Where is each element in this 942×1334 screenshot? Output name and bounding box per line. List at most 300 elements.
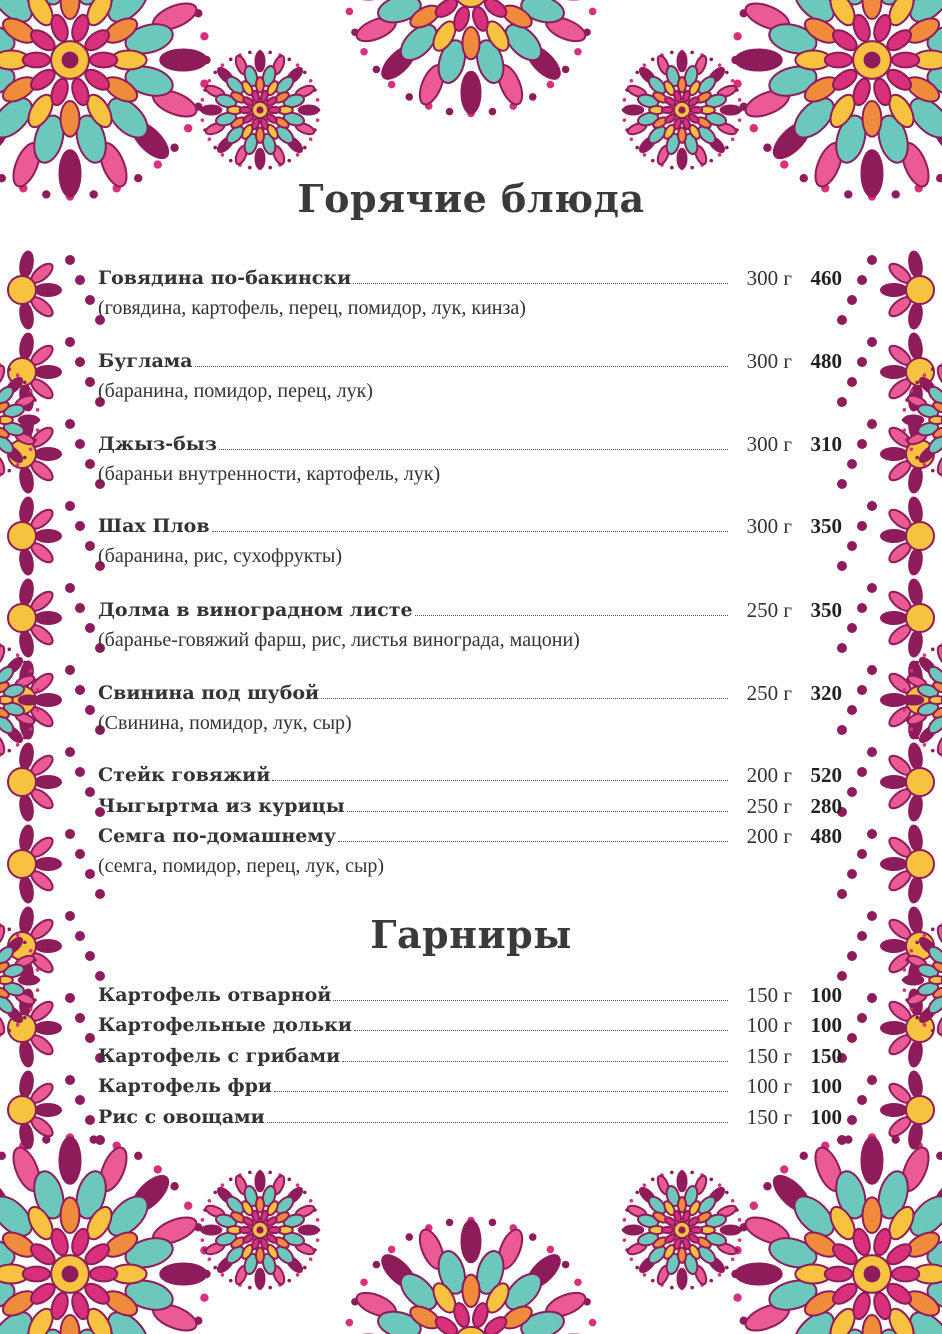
ornament-dot — [800, 1152, 808, 1160]
ornament-dot — [725, 146, 729, 150]
ornament-dot — [85, 787, 95, 797]
ornament-petal — [256, 52, 265, 72]
ornament-petal — [721, 1226, 741, 1235]
ornament-dot — [690, 166, 694, 170]
ornament-dot — [923, 463, 927, 467]
ornament-dot — [36, 968, 40, 972]
ornament-dot — [718, 1273, 722, 1277]
ornament-petal — [881, 448, 907, 460]
dish-weight: 300 г — [746, 514, 792, 538]
ornament-dot — [738, 1218, 742, 1222]
ornament-dot — [923, 653, 927, 657]
side-paisley-motif — [837, 579, 934, 658]
menu-item — [98, 677, 842, 705]
ornament-dot — [405, 1233, 413, 1241]
dish-price: 100 — [810, 983, 842, 1007]
dish-name: Говядина по-бакински — [98, 267, 352, 289]
ornament-petal — [256, 1248, 264, 1263]
ornament-dot — [7, 469, 11, 473]
ornament-dot — [303, 1266, 307, 1270]
ornament-dot — [630, 1199, 634, 1203]
ornament-petal — [881, 612, 907, 624]
dish-name: Рис с овощами — [98, 1106, 265, 1128]
ornament-dot — [29, 447, 33, 451]
ornament-dot — [95, 1135, 105, 1145]
ornament-petal — [935, 644, 942, 666]
ornament-petal — [269, 107, 281, 113]
leader-dots — [195, 365, 728, 367]
mandala-rosette — [0, 640, 40, 761]
leader-dots — [353, 282, 728, 284]
ornament-dot — [837, 643, 847, 653]
ornament-dot — [229, 159, 233, 163]
ornament-dot — [229, 58, 233, 62]
ornament-dot — [923, 1023, 927, 1027]
side-paisley-motif — [837, 825, 934, 904]
leader-dots — [212, 530, 728, 532]
ornament-dot — [731, 137, 735, 141]
ornament-dot — [867, 255, 877, 265]
ornament-dot — [923, 373, 927, 377]
menu-item — [98, 790, 842, 818]
ornament-dot — [867, 747, 877, 757]
ornament-petal — [863, 101, 882, 137]
ornament-dot — [316, 1238, 320, 1242]
ornament-petal — [90, 53, 117, 68]
ornament-dot — [725, 1191, 729, 1195]
ornament-dot — [23, 661, 27, 665]
ornament-dot — [750, 1202, 758, 1210]
ornament-petal — [462, 72, 481, 114]
ornament-dot — [651, 1279, 655, 1283]
ornament-dot — [201, 98, 205, 102]
ornament-petal — [892, 1267, 919, 1282]
ornament-dot — [589, 8, 597, 16]
ornament-petal — [0, 696, 13, 704]
side-dishes-title: Гарниры — [370, 912, 572, 957]
ornament-dot — [738, 1238, 742, 1242]
ornament-dot — [85, 1033, 95, 1043]
ornament-dot — [309, 137, 313, 141]
dish-weight: 250 г — [746, 598, 792, 622]
leader-dots — [347, 810, 728, 812]
ornament-dot — [847, 1115, 857, 1125]
ornament-dot — [7, 1029, 11, 1033]
ornament-dot — [731, 1199, 735, 1203]
ornament-dot — [200, 1294, 208, 1302]
ornament-petal — [35, 776, 61, 788]
ornament-dot — [837, 479, 847, 489]
ornament-dot — [23, 1016, 27, 1020]
ornament-petal — [624, 106, 644, 115]
ornament-dot — [867, 993, 877, 1003]
ornament-dot — [373, 1261, 381, 1269]
ornament-dot — [373, 66, 381, 74]
ornament-dot — [7, 368, 11, 372]
side-paisley-motif — [837, 251, 934, 330]
ornament-petal — [881, 776, 907, 788]
ornament-dot — [36, 708, 40, 712]
ornament-dot — [635, 71, 639, 75]
ornament-dot — [670, 1171, 674, 1175]
ornament-dot — [780, 1165, 788, 1173]
ornament-dot — [65, 419, 75, 429]
ornament-dot — [651, 159, 655, 163]
mandala-rosette — [0, 0, 211, 201]
ornament-petal — [299, 106, 319, 115]
ornament-dot — [903, 708, 907, 712]
dish-name: Семга по-домашнему — [98, 825, 336, 847]
ornament-dot — [229, 1279, 233, 1283]
ornament-dot — [651, 58, 655, 62]
ornament-dot — [709, 1178, 713, 1182]
ornament-petal — [61, 1315, 80, 1334]
ornament-petal — [881, 1022, 907, 1034]
ornament-dot — [923, 743, 927, 747]
ornament-dot — [85, 1115, 95, 1125]
ornament-petal — [61, 101, 80, 137]
ornament-petal — [23, 1267, 50, 1282]
ornament-petal — [201, 1226, 221, 1235]
dish-weight: 300 г — [746, 432, 792, 456]
ornament-dot — [36, 408, 40, 412]
ornament-petal — [0, 976, 13, 984]
ornament-dot — [16, 1023, 20, 1027]
ornament-dot — [248, 51, 252, 55]
ornament-petal — [256, 1269, 265, 1289]
ornament-petal — [904, 696, 924, 705]
dish-name: Буглама — [98, 350, 193, 372]
dish-weight: 300 г — [746, 349, 792, 373]
ornament-petal — [678, 128, 686, 143]
ornament-petal — [0, 454, 7, 476]
ornament-dot — [623, 98, 627, 102]
ornament-petal — [35, 858, 61, 870]
ornament-dot — [0, 1152, 6, 1160]
ornament-dot — [857, 521, 867, 531]
ornament-dot — [65, 1075, 75, 1085]
ornament-dot — [16, 463, 20, 467]
ornament-petal — [35, 284, 61, 296]
ornament-dot — [29, 1007, 33, 1011]
dish-weight: 200 г — [746, 763, 792, 787]
ornament-dot — [623, 1218, 627, 1222]
ornament-dot — [287, 1279, 291, 1283]
dish-weight: 100 г — [746, 1013, 792, 1037]
dish-price: 350 — [810, 514, 842, 538]
ornament-dot — [85, 705, 95, 715]
dish-price: 280 — [810, 794, 842, 818]
ornament-dot — [733, 32, 741, 40]
ornament-dot — [154, 160, 162, 168]
ornament-dot — [910, 669, 914, 673]
ornament-dot — [780, 160, 788, 168]
ornament-dot — [750, 124, 758, 132]
ornament-dot — [75, 439, 85, 449]
ornament-dot — [95, 889, 105, 899]
ornament-dot — [738, 98, 742, 102]
ornament-dot — [643, 63, 647, 67]
ornament-petal — [299, 1226, 319, 1235]
ornament-dot — [23, 381, 27, 385]
ornament-petal — [662, 107, 674, 113]
ornament-dot — [489, 108, 497, 116]
ornament-petal — [35, 366, 61, 378]
ornament-dot — [867, 665, 877, 675]
ornament-dot — [85, 459, 95, 469]
ornament-petal — [256, 1172, 265, 1192]
hot-dishes-title: Горячие блюда — [297, 176, 645, 221]
ornament-dot — [268, 1171, 272, 1175]
ornament-dot — [201, 1238, 205, 1242]
ornament-dot — [635, 1266, 639, 1270]
ornament-dot — [847, 541, 857, 551]
ornament-petal — [60, 1138, 81, 1184]
ornament-dot — [547, 1246, 555, 1254]
leader-dots — [274, 1090, 728, 1092]
ornament-dot — [643, 1273, 647, 1277]
dish-price: 480 — [810, 349, 842, 373]
ornament-petal — [90, 1267, 117, 1282]
ornament-petal — [462, 27, 479, 59]
ornament-petal — [201, 106, 221, 115]
ornament-dot — [29, 727, 33, 731]
ornament-dot — [725, 1266, 729, 1270]
dish-weight: 300 г — [746, 266, 792, 290]
ornament-petal — [0, 734, 7, 756]
ornament-dot — [589, 1319, 597, 1327]
side-paisley-motif — [837, 497, 934, 576]
ornament-dot — [867, 501, 877, 511]
ornament-dot — [213, 71, 217, 75]
ornament-dot — [931, 368, 935, 372]
ornament-petal — [929, 696, 942, 704]
ornament-dot — [405, 93, 413, 101]
ornament-petal — [825, 53, 852, 68]
ornament-petal — [935, 734, 942, 756]
ornament-dot — [529, 93, 537, 101]
ornament-dot — [75, 849, 85, 859]
ornament-dot — [731, 1257, 735, 1261]
dish-weight: 150 г — [746, 1044, 792, 1068]
ornament-dot — [623, 1238, 627, 1242]
ornament-dot — [630, 137, 634, 141]
ornament-dot — [75, 357, 85, 367]
ornament-petal — [19, 976, 39, 985]
mandala-rosette — [344, 0, 599, 117]
ornament-dot — [229, 1178, 233, 1182]
ornament-dot — [903, 968, 907, 972]
ornament-dot — [910, 389, 914, 393]
ornament-petal — [35, 612, 61, 624]
dish-description: (баранина, рис, сухофрукты) — [98, 545, 342, 567]
ornament-dot — [65, 501, 75, 511]
ornament-dot — [709, 58, 713, 62]
ornament-dot — [170, 144, 178, 152]
ornament-dot — [221, 153, 225, 157]
ornament-petal — [892, 53, 919, 68]
ornament-petal — [825, 1267, 852, 1282]
ornament-dot — [867, 1075, 877, 1085]
ornament-dot — [213, 1266, 217, 1270]
ornament-dot — [643, 153, 647, 157]
ornament-dot — [623, 118, 627, 122]
ornament-dot — [208, 1199, 212, 1203]
leader-dots — [354, 1029, 728, 1031]
menu-item — [98, 1040, 842, 1068]
ornament-dot — [85, 869, 95, 879]
ornament-petal — [863, 1315, 882, 1334]
ornament-dot — [16, 743, 20, 747]
ornament-dot — [201, 118, 205, 122]
ornament-dot — [903, 428, 907, 432]
menu-item — [98, 510, 842, 538]
ornament-petal — [624, 1226, 644, 1235]
ornament-dot — [213, 146, 217, 150]
ornament-dot — [16, 373, 20, 377]
ornament-petal — [35, 1104, 61, 1116]
ornament-dot — [903, 688, 907, 692]
ornament-dot — [446, 1219, 454, 1227]
ornament-dot — [630, 1257, 634, 1261]
menu-item — [98, 759, 842, 787]
ornament-dot — [931, 749, 935, 753]
ornament-dot — [65, 255, 75, 265]
ornament-petal — [735, 50, 781, 71]
ornament-dot — [75, 1095, 85, 1105]
ornament-dot — [847, 1033, 857, 1043]
ornament-dot — [857, 767, 867, 777]
ornament-dot — [837, 1135, 847, 1145]
ornament-petal — [662, 1227, 674, 1233]
ornament-dot — [446, 108, 454, 116]
ornament-petal — [881, 284, 907, 296]
ornament-petal — [691, 107, 703, 113]
ornament-petal — [0, 644, 7, 666]
dish-weight: 250 г — [746, 681, 792, 705]
side-paisley-motif — [837, 743, 934, 822]
ornament-dot — [910, 1007, 914, 1011]
ornament-dot — [287, 58, 291, 62]
ornament-dot — [915, 456, 919, 460]
ornament-dot — [709, 159, 713, 163]
side-paisley-motif — [8, 743, 105, 822]
ornament-dot — [670, 166, 674, 170]
dish-description: (говядина, картофель, перец, помидор, лук, кинза) — [98, 297, 526, 319]
mandala-rosette — [200, 50, 321, 171]
mandala-rosette — [731, 1133, 942, 1334]
ornament-dot — [651, 1178, 655, 1182]
ornament-dot — [296, 63, 300, 67]
ornament-petal — [735, 1264, 781, 1285]
menu-item — [98, 820, 842, 848]
dish-name: Чыгыртма из курицы — [98, 795, 345, 817]
ornament-dot — [910, 447, 914, 451]
ornament-dot — [847, 623, 857, 633]
mandala-rosette — [731, 0, 942, 201]
ornament-dot — [303, 1191, 307, 1195]
ornament-dot — [29, 669, 33, 673]
ornament-dot — [154, 1165, 162, 1173]
dish-price: 100 — [810, 1074, 842, 1098]
ornament-petal — [881, 366, 907, 378]
ornament-dot — [221, 1273, 225, 1277]
ornament-dot — [316, 98, 320, 102]
ornament-petal — [862, 1138, 883, 1184]
menu-item — [98, 594, 842, 622]
dish-description: (Свинина, помидор, лук, сыр) — [98, 712, 352, 734]
ornament-dot — [733, 1294, 741, 1302]
ornament-dot — [670, 1286, 674, 1290]
ornament-dot — [296, 1273, 300, 1277]
menu-item — [98, 1070, 842, 1098]
ornament-petal — [904, 976, 924, 985]
ornament-petal — [935, 364, 942, 386]
ornament-petal — [19, 696, 39, 705]
ornament-petal — [35, 1022, 61, 1034]
ornament-dot — [635, 146, 639, 150]
ornament-petal — [462, 1275, 479, 1307]
leader-dots — [415, 614, 728, 616]
ornament-petal — [0, 416, 13, 424]
ornament-dot — [867, 829, 877, 839]
dish-price: 480 — [810, 824, 842, 848]
ornament-dot — [221, 63, 225, 67]
dish-price: 150 — [810, 1044, 842, 1068]
ornament-dot — [85, 541, 95, 551]
side-paisley-motif — [8, 251, 105, 330]
dish-weight: 200 г — [746, 824, 792, 848]
ornament-dot — [837, 561, 847, 571]
ornament-petal — [0, 1014, 7, 1036]
ornament-dot — [75, 603, 85, 613]
ornament-dot — [287, 159, 291, 163]
ornament-dot — [36, 988, 40, 992]
dish-description: (баранина, помидор, перец, лук) — [98, 380, 373, 402]
mandala-rosette — [622, 1170, 743, 1291]
mandala-rosette — [0, 1133, 211, 1334]
ornament-petal — [929, 976, 942, 984]
ornament-dot — [316, 1218, 320, 1222]
ornament-dot — [248, 166, 252, 170]
ornament-dot — [867, 583, 877, 593]
mandala-rosette — [344, 1217, 599, 1334]
ornament-dot — [23, 456, 27, 460]
ornament-dot — [718, 153, 722, 157]
ornament-petal — [35, 448, 61, 460]
ornament-dot — [200, 32, 208, 40]
ornament-petal — [881, 1104, 907, 1116]
ornament-dot — [184, 1202, 192, 1210]
ornament-petal — [904, 416, 924, 425]
dish-name: Картофель отварной — [98, 984, 332, 1006]
menu-item — [98, 345, 842, 373]
ornament-petal — [256, 149, 265, 169]
ornament-petal — [863, 0, 882, 19]
ornament-dot — [16, 653, 20, 657]
ornament-petal — [462, 1221, 481, 1263]
ornament-dot — [85, 295, 95, 305]
ornament-petal — [240, 1227, 252, 1233]
ornament-dot — [75, 685, 85, 695]
dish-name: Картофель фри — [98, 1075, 272, 1097]
ornament-dot — [65, 665, 75, 675]
leader-dots — [342, 1060, 728, 1062]
dish-description: (семга, помидор, перец, лук, сыр) — [98, 855, 385, 877]
ornament-dot — [7, 648, 11, 652]
ornament-dot — [134, 1152, 142, 1160]
ornament-dot — [184, 124, 192, 132]
